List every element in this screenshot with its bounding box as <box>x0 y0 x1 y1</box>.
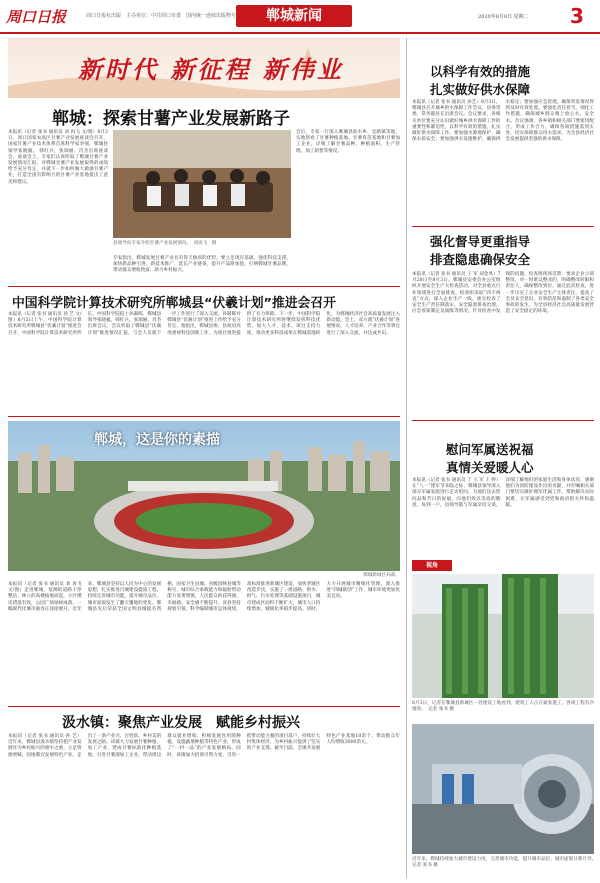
a1-caption: 县领导向专家介绍甘薯产业发展情况。 刘再飞 摄 <box>113 241 217 246</box>
a2-body: 本报讯（记者 张书 通讯员 孙 艺 文/图）8月3日上午，中国科学院计算技术研究所郸城县“伏羲计划”推进会召开，中国科学院计算技术研究所所长、中国科学院院士孙凝晖，郸城县领导张晓毅、韩红兵、张瑞丽、肖杰出席会议。会议听取了郸城县“伏羲计划”推进情况汇报，与会人员就下一步工作进行了深入交流。孙凝晖对郸城县“伏羲计划”推进工作给予充分肯定，他指出，郸城县委、县政府高度重视科技创新工作，为项目推进提供了有力保障。下一步，中国科学院计算技术研究所将继续发挥科技优势，加大人才、技术、项目支持力度，推动更多科技成果在郸城落地转化，为郸城经济社会高质量发展注入新动能。会上，双方就“伏羲计划”进展情况、人才培养、产业合作等事宜进行了深入交流，并达成共识。 <box>8 312 400 336</box>
a1-headline: 郸城：探索甘薯产业发展新路子 <box>52 109 290 129</box>
r4-photo-bottom <box>412 724 594 854</box>
r2-headline-1: 强化督导更重指导 <box>430 234 531 249</box>
r2-body: 本报讯（记者 张书 通讯员 王 军 刘金凤）7月28日至8月3日，郸城县安委会办公室组织开展安全生产大检查活动，对全县重点行业领域进行全面排查。检查组采取“四不两直”方式，深入企业生产一线，重点检查了安全生产责任制落实、安全隐患排查治理、应急预案制定及演练等情况。针对检查中发现的问题，检查组现场反馈，要求企业立即整改，对一时难以整改的，明确整改时限和责任人，确保整改到位。通过此次检查，进一步压实了企业安全生产主体责任，提高了全员安全意识，有效防范和遏制了各类安全事故的发生，为全县经济社会高质量发展营造了安全稳定的环境。 <box>412 272 594 315</box>
a3-body: 本报讯（记者 张书 通讯员 刘 再飞 文/图）走进郸城，宽阔的道路干净整洁，林立的高楼拔地而起，小区楼房错落有致，公园广场绿树成荫，一幅现代化城市画卷正徐徐展开。近年来，郸城县坚持以人民为中心的发展思想，扎实推进百城建设提质工程，持续完善城市功能，提升城市品位，城市面貌发生了翻天覆地的变化。郸城县先后荣获全国文明县城提名资格、国家卫生县城、省级园林县城等称号，城市综合承载能力和辐射带动能力显著增强，人民群众的获得感、幸福感、安全感不断提升。该县坚持规划引领，科学编制城市总体规划，高标准推进新城区建设，加快老城区改造步伐，实施了一批道路、供水、供气、污水处理等基础设施项目，城市建成区面积不断扩大，城市人口持续增加，城镇化率稳步提高。同时，大力开展城市精细化管理，深入推进“四城联创”工作，城市环境更加优美宜居。 <box>8 582 400 612</box>
r4-label-box <box>412 560 452 571</box>
masthead-rule <box>0 32 600 34</box>
a1-col2: 专家指出，郸城发展甘薯产业具有得天独厚的优势，要立足现有基础，强化科技支撑，加快新品种引进、新技术推广，延长产业链条，提升产品附加值，打响郸城甘薯品牌，带动群众增收致富，助力乡村振兴。 <box>113 256 291 274</box>
r3-body: 本报讯（记者 张书 通讯员 丁 王 军 王 婷）在“八一”建军节来临之际，郸城县领导深入部分军属家庭进行走访慰问，为他们送去慰问品和节日的祝福，向他们致以崇高的敬意。每到一户，县领导都与军属亲切交谈，详细了解他们的家庭生活和身体状况，感谢他们为国防建设作出的贡献，并叮嘱相关部门要切实做好拥军优属工作，帮助解决实际困难，让军属感受到党和政府的关怀和温暖。 <box>412 478 594 508</box>
a1-photo <box>113 130 291 238</box>
r4-caption: 8月3日，记者在郸城县新城区一处建设工地看到，建筑工人正在紧张施工，各项工程有序推进。 记者 张书 摄 <box>412 701 594 713</box>
issue-date: 2020年8月8日 星期二 <box>478 14 529 20</box>
r4-photo-top <box>412 574 594 698</box>
masthead <box>0 0 600 34</box>
r2-headline-2: 排查隐患确保安全 <box>430 252 531 267</box>
a1-col1: 本报讯（记者 张书 通讯员 刘 再飞 文/图）8月2日，周口国家农高区甘薯产业发展座谈会召开，国家甘薯产业技术体系首席科学家李强，郸城县领导张晓毅、 韩红兵、张瑞丽、肖杰出席座谈会。座谈会上，专家们认真听取了郸城甘薯产业发展情况汇报，对郸城甘薯产业发展取得的成绩给予充分肯定，并就下一步如何做大做强甘薯产业，打造全国有影响力的甘薯产业基地提出了意见和建议。 <box>8 130 108 185</box>
a4-headline: 汲水镇：聚焦产业发展 赋能乡村振兴 <box>62 715 300 731</box>
divider-1 <box>8 286 400 287</box>
divider-r2 <box>412 420 594 421</box>
section-tab <box>236 5 352 27</box>
page-number: 3 <box>570 4 584 28</box>
r1-body: 本报讯（记者 张书 通讯员 孙艺）8月3日，郸城县召开城乡供水保障工作会议，县委常委、常务副县长出席会议。会议要求，各相关单位要充分认识做好城乡供水保障工作的重要性和紧迫性，以科学有效的措施，扎实做好供水保障工作。要加强水源地保护，确保水质安全；要加强供水设施维护，确保供水稳定；要加强应急管理，确保突发情况得到及时有效处置。要强化责任担当，细化工作措施，确保城乡群众喝上放心水、安全水。会议强调，各乡镇和相关部门要密切配合，形成工作合力，确保各项措施落到实处，切实保障群众用水需求，为全县经济社会发展提供坚强的供水保障。 <box>412 100 594 143</box>
column-separator <box>406 38 407 878</box>
banner-slogan: 新时代 新征程 新伟业 <box>78 55 344 84</box>
r1-headline-1: 以科学有效的措施 <box>430 64 531 79</box>
r3-headline-2: 真情关爱暖人心 <box>446 460 534 475</box>
divider-3 <box>8 706 400 707</box>
r4-caption-2: 近年来，郸城持续加大城市建设力度，完善城市功能，提升城市品位，城市面貌日新月异。 记者 张书 摄 <box>412 857 599 869</box>
a3-photo <box>8 421 400 571</box>
a4-body: 本报讯（记者 张书 通讯员 孙 艺）近年来，郸城县汲水镇坚持把产业发展作为乡村振兴的重中之重，立足资源禀赋，因地制宜发展特色产业，走出了一条产业兴、百姓富、乡村美的发展之路。该镇大力发展甘薯种植、加工产业，建成甘薯标准化种植基地，引进甘薯深加工企业，带动周边群众就业增收；积极发展食用菌种植、设施蔬菜种植等特色产业，形成了“一村一品”的产业发展格局。同时，该镇加大招商引资力度，引进一批带动能力强的项目落户，持续壮大村集体经济，为乡村振兴提供了坚实的产业支撑。截至目前，全镇共发展特色产业基地10余个，带动群众年人均增收3000余元。 <box>8 734 400 758</box>
slogan-banner <box>8 38 400 98</box>
masthead-info: 周口日报社出版 主办单位：中共周口市委 国内统一连续出版物号 <box>86 13 237 19</box>
a3-caption: 郸城新城区局部。 <box>363 573 400 578</box>
r4-label: 视角 <box>425 562 438 569</box>
r1-headline-2: 扎实做好供水保障 <box>430 82 531 97</box>
r3-headline-1: 慰问军属送祝福 <box>446 442 534 457</box>
divider-2 <box>8 416 400 417</box>
a2-headline: 中国科学院计算技术研究所郸城县“伏羲计划”推进会召开 <box>12 296 336 311</box>
newspaper-logo: 周口日报 <box>6 8 67 26</box>
a1-col3: 会后，专家一行深入郸城县汲水乡、宜路镇等地，实地察看了甘薯种植基地、甘薯育苗基地和甘薯加工企业，详细了解甘薯品种、种植面积、生产管理、加工销售等情况。 <box>296 130 400 154</box>
section-title: 郸城新闻 <box>266 8 322 24</box>
a3-headline: 郸城，这是你的素描 <box>94 432 220 448</box>
divider-r1 <box>412 226 594 227</box>
